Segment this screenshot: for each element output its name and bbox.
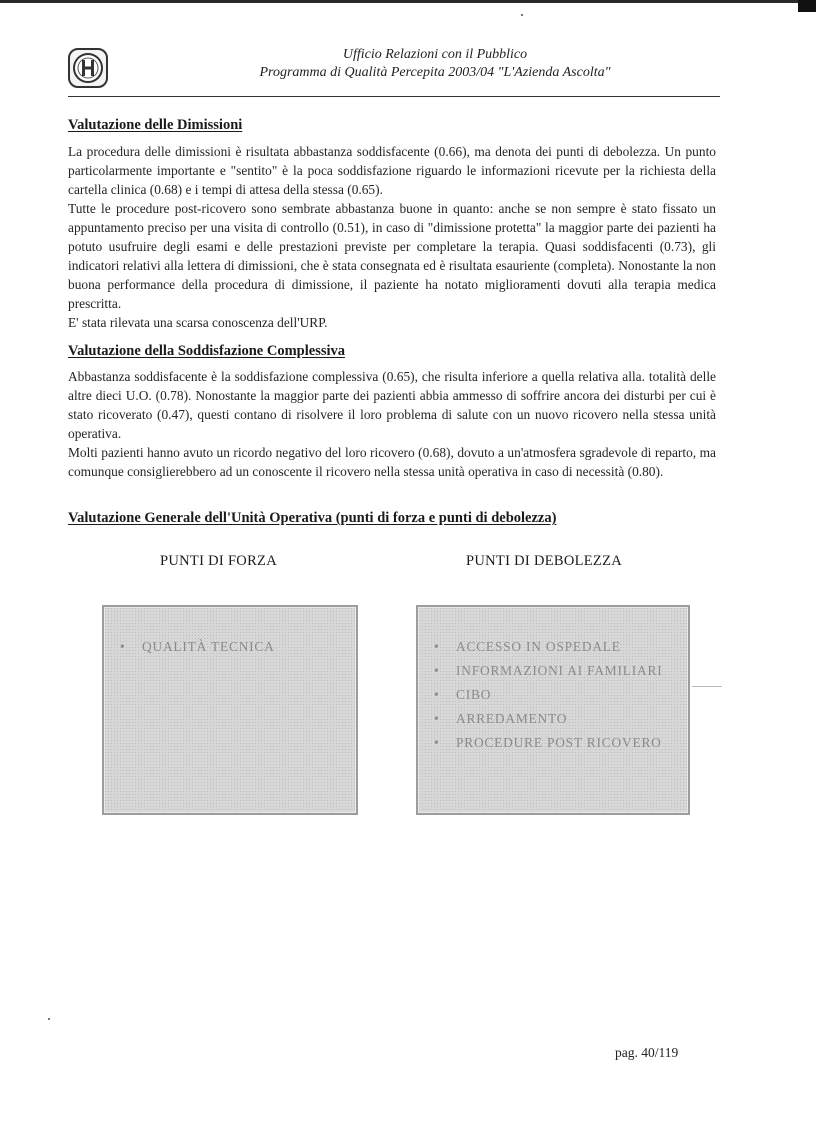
bullet-icon: • (434, 711, 440, 726)
list-item (434, 635, 688, 659)
header-divider (68, 96, 720, 97)
paragraph: Abbastanza soddisfacente è la soddisfazione complessiva (0.65), che risulta inferiore a quella relativa alla. totalità delle altre dieci U.O. (0.78). Nonostante la maggior parte dei pazienti abbia ammesso di soffrire ancora dei disturbi per cui è stato ricoverato (0.47), questi contano di risolvere il loro problema di salute con un nuovo ricovero nella stessa unità operativa. (68, 369, 716, 441)
bullet-icon: • (434, 735, 440, 750)
section-title-valutazione-generale: Valutazione Generale dell'Unità Operativa (punti di forza e punti di debolezza) (68, 510, 557, 526)
list-item (120, 635, 356, 659)
bullet-icon: • (434, 687, 440, 702)
paragraph: E' stata rilevata una scarsa conoscenza dell'URP. (68, 315, 328, 330)
weaknesses-box (416, 605, 690, 815)
scan-speck (692, 686, 722, 687)
weakness-item: ACCESSO IN OSPEDALE (456, 639, 621, 654)
strength-item: QUALITÀ TECNICA (142, 639, 275, 654)
header-office: Ufficio Relazioni con il Pubblico (342, 47, 528, 62)
bullet-icon: • (434, 663, 440, 678)
hospital-logo-icon (68, 48, 108, 88)
scan-edge-corner (798, 0, 816, 12)
weakness-item: PROCEDURE POST RICOVERO (456, 735, 662, 750)
bullet-icon: • (120, 639, 126, 654)
scan-speck (521, 14, 523, 16)
header-program: Programma di Qualità Percepita 2003/04 "L'Azienda Ascolta" (259, 65, 611, 80)
page-header (150, 46, 720, 82)
list-item (434, 683, 688, 707)
page-number: pag. 40/119 (615, 1045, 679, 1060)
scan-edge-top (0, 0, 816, 3)
list-item (434, 707, 688, 731)
weaknesses-list (418, 607, 688, 755)
strengths-box (102, 605, 358, 815)
weakness-item: ARREDAMENTO (456, 711, 568, 726)
strengths-heading: PUNTI DI FORZA (160, 553, 277, 569)
section-body-dimissioni (68, 142, 716, 332)
list-item (434, 659, 688, 683)
weakness-item: CIBO (456, 687, 492, 702)
section-title-soddisfazione: Valutazione della Soddisfazione Complessiva (68, 343, 346, 359)
list-item (434, 731, 688, 755)
section-body-soddisfazione (68, 367, 716, 481)
bullet-icon: • (434, 639, 440, 654)
weakness-item: INFORMAZIONI AI FAMILIARI (456, 663, 663, 678)
paragraph: Molti pazienti hanno avuto un ricordo negativo del loro ricovero (0.68), dovuto a un'atmosfera sgradevole di reparto, ma comunque consiglierebbero ad un conoscente il ricovero nella stessa unità operativa in caso di necessità (0.80). (68, 445, 716, 479)
scan-speck (48, 1018, 50, 1020)
paragraph: Tutte le procedure post-ricovero sono sembrate abbastanza buone in quanto: anche se non sempre è stato fissato un appuntamento preciso per una visita di controllo (0.51), in caso di "dimissione protetta" la maggior parte dei pazienti ha potuto usufruire degli esami e delle prestazioni previste per completare la terapia. Quasi soddisfacenti (0.73), gli indicatori relativi alla lettera di dimissioni, che è stata consegnata ed è risultata esauriente (completa). Nonostante la non buona performance della procedura di dimissione, il paziente ha notato miglioramenti dovuti alla terapia medica prescritta. (68, 201, 716, 311)
section-title-dimissioni: Valutazione delle Dimissioni (68, 117, 243, 133)
strengths-list (104, 607, 356, 659)
paragraph: La procedura delle dimissioni è risultata abbastanza soddisfacente (0.66), ma denota dei punti di debolezza. Un punto particolarmente importante e "sentito" è la poca soddisfazione riguardo le informazioni ricevute per la richiesta della cartella clinica (0.68) e i tempi di attesa della stessa (0.65). (68, 144, 716, 197)
weaknesses-heading: PUNTI DI DEBOLEZZA (466, 553, 623, 569)
